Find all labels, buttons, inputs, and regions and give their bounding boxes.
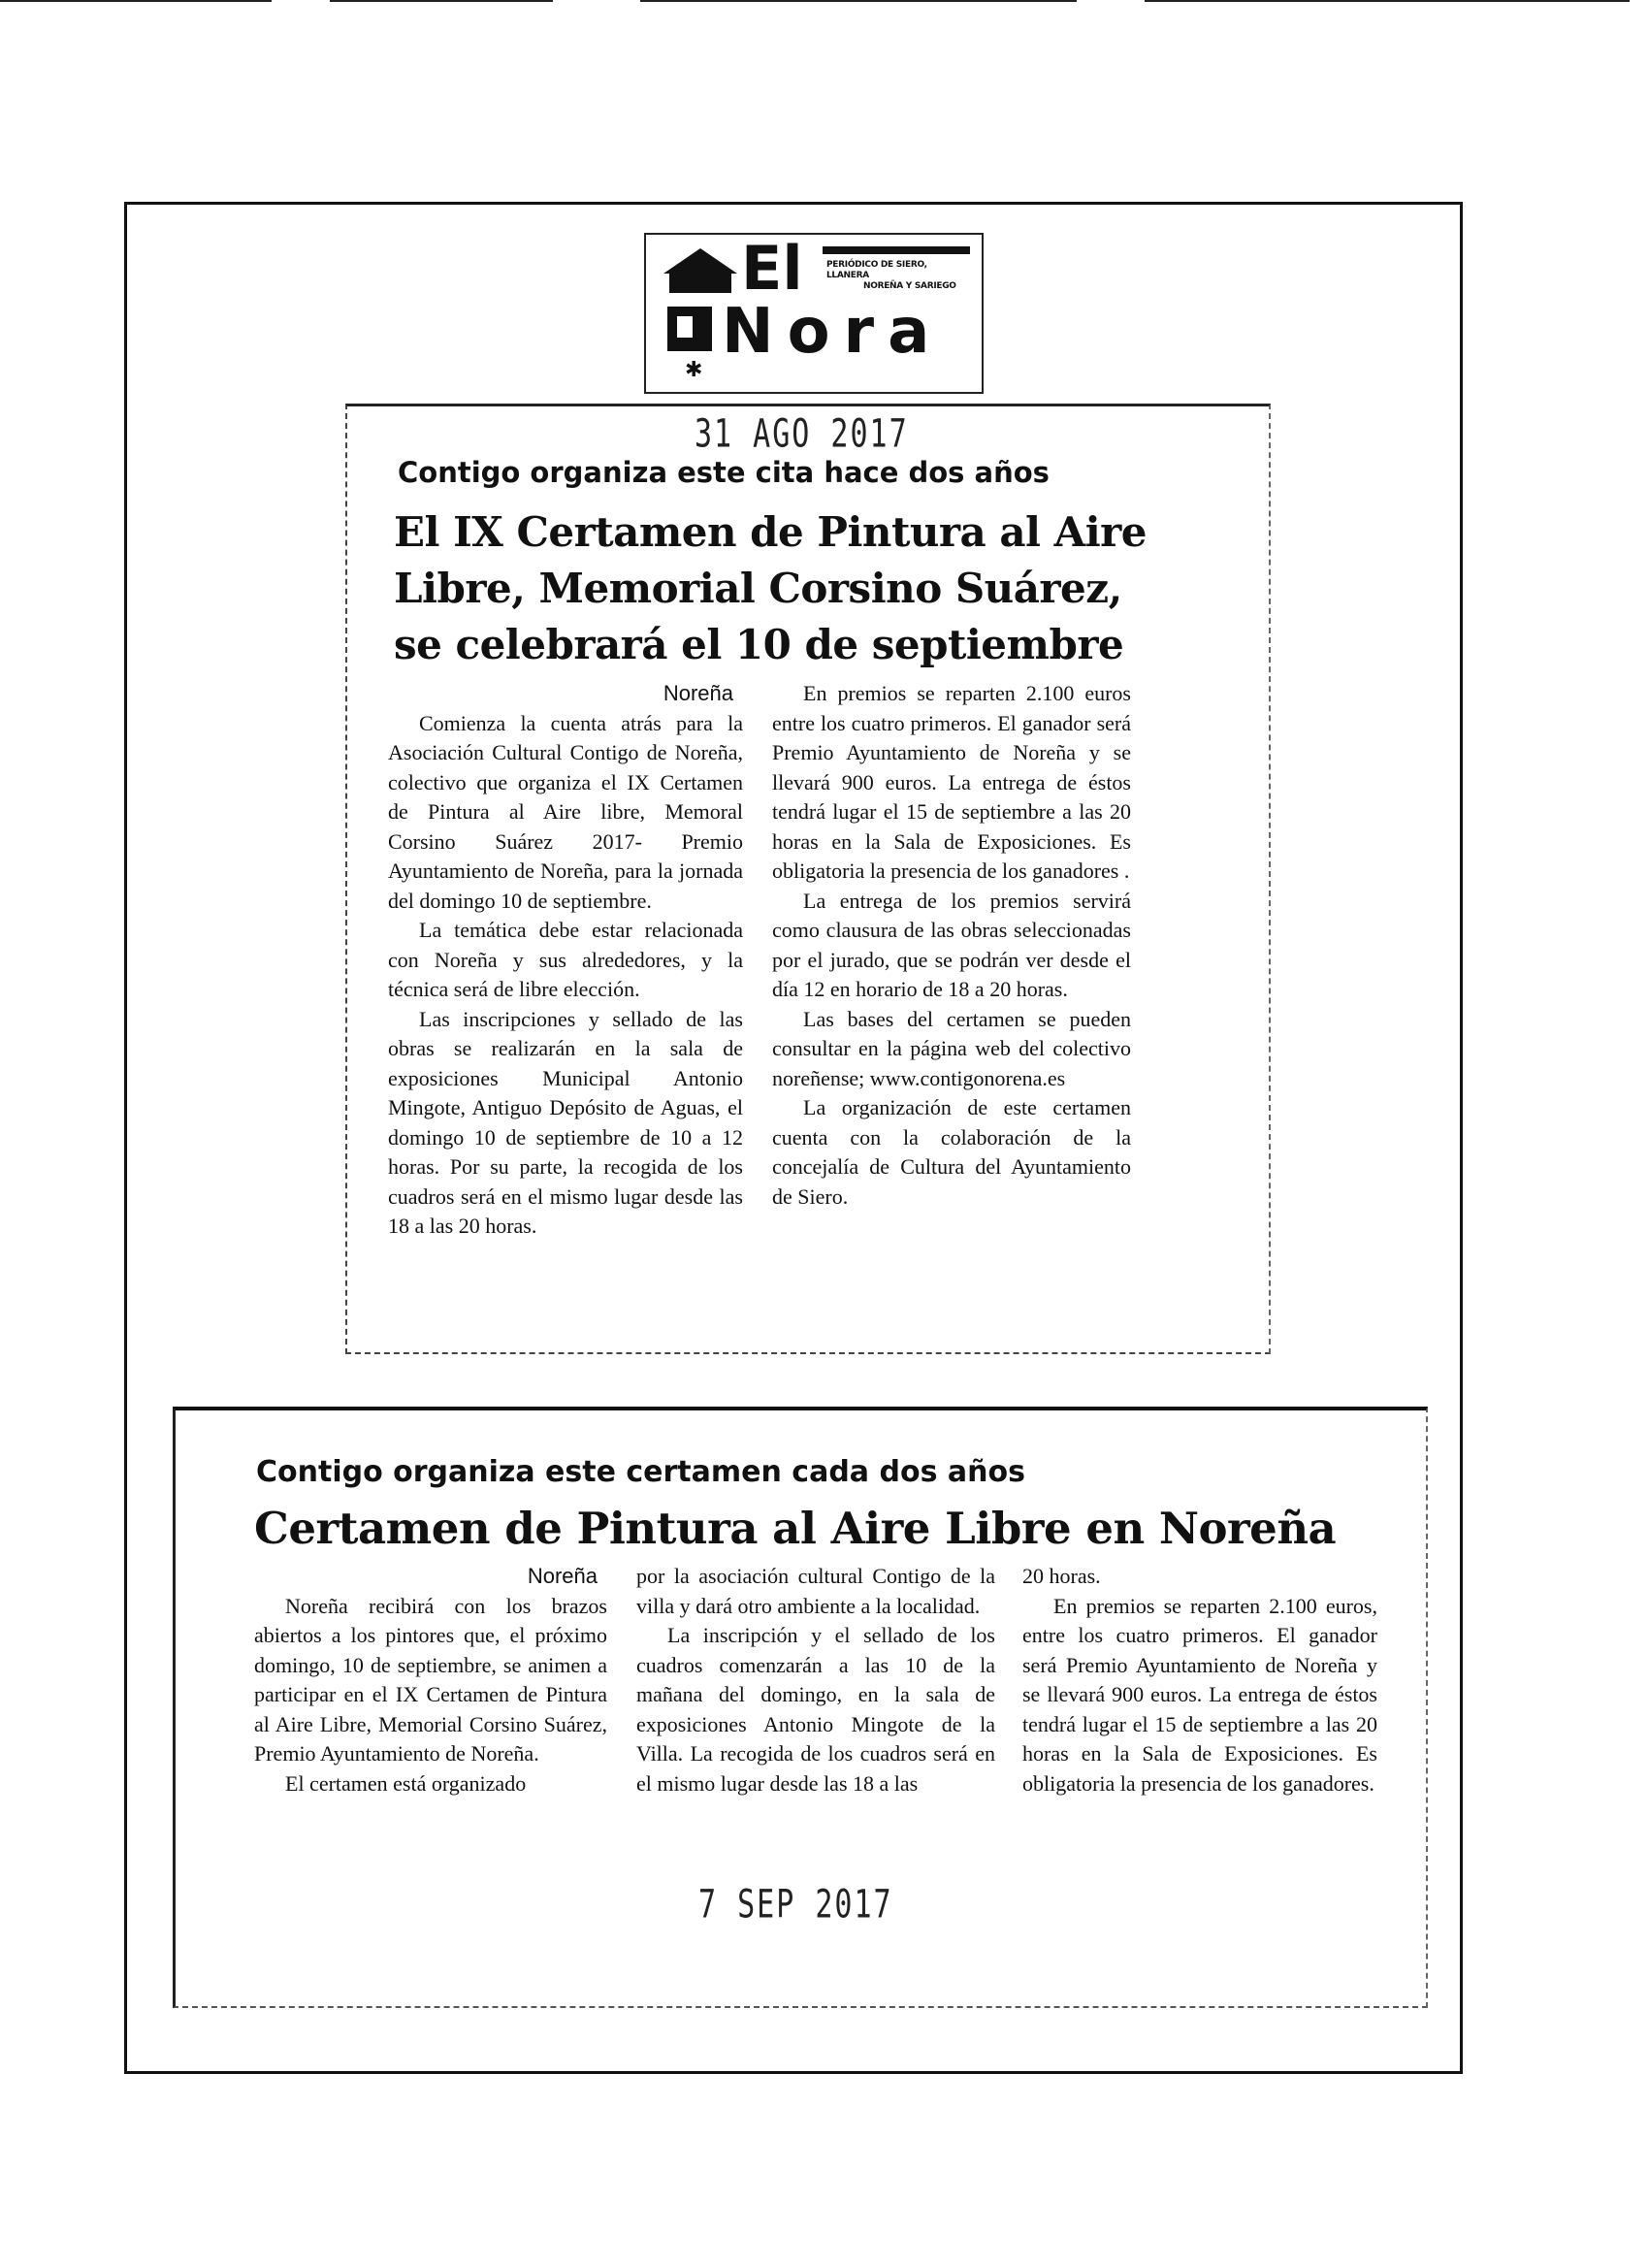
article2-paragraph: En premios se reparten 2.100 euros, entre los cuatro primeros. El ganador será Premio Ayuntamiento de Noreña y se llevará 900 euros. La entrega de éstos tendrá lugar el 15 de septiembre a las 20 horas en la Sala de Exposiciones. Es obligatoria la presencia de los ganadores.: [1022, 1593, 1377, 1796]
scan-edge: [0, 0, 1649, 4]
article1-paragraph: La temática debe estar relacionada con Noreña y sus alrededores, y la técnica será de libre elección.: [388, 918, 743, 1001]
article2-column-1: [254, 1562, 607, 1798]
date-stamp-2: 7 SEP 2017: [698, 1882, 893, 1928]
article1-paragraph: La entrega de los premios servirá como clausura de las obras seleccionadas por el jurado, que se podrán ver desde el día 12 en horario de 18 a 20 horas.: [772, 888, 1131, 1001]
article1-headline-line: se celebrará el 10 de septiembre: [394, 621, 1124, 668]
article2-column-2: [636, 1562, 995, 1798]
house-roof-icon: [663, 248, 737, 274]
masthead-nora: Nora: [722, 296, 944, 368]
article2-paragraph: La inscripción y el sellado de los cuadros comenzarán a las 10 de la mañana del domingo, en la sala de exposiciones Antonio Mingote de la Villa. La recogida de los cuadros será en el mismo lugar desde las 18 a las: [636, 1623, 995, 1796]
article2-byline: Noreña: [527, 1564, 598, 1588]
logo-square-icon: [667, 307, 712, 351]
house-icon: [669, 274, 731, 293]
article1-paragraph: Las bases del certamen se pueden consultar en la página web del colectivo noreñense; www.contigonorena.es: [772, 1006, 1131, 1090]
article1-headline-line: El IX Certamen de Pintura al Aire: [394, 508, 1148, 556]
masthead-subtitle-line1: PERIÓDICO DE SIERO, LLANERA: [826, 260, 927, 280]
masthead-el: El: [741, 233, 803, 304]
masthead-subtitle-line2: NOREÑA Y SARIEGO: [863, 281, 956, 291]
article1-paragraph: Comienza la cuenta atrás para la Asociación Cultural Contigo de Noreña, colectivo que organiza el IX Certamen de Pintura al Aire libre, Memoral Corsino Suárez 2017- Premio Ayuntamiento de Noreña, para la jornada del domingo 10 de septiembre.: [388, 710, 743, 913]
article2-paragraph: Noreña recibirá con los brazos abiertos a los pintores que, el próximo domingo, 10 de septiembre, se animen a participar en el IX Certamen de Pintura al Aire Libre, Memorial Corsino Suárez, Premio Ayuntamiento de Noreña.: [254, 1593, 607, 1766]
article1-paragraph: La organización de este certamen cuenta con la colaboración de la concejalía de Cultura del Ayuntamiento de Siero.: [772, 1095, 1131, 1209]
masthead-bar: [823, 246, 970, 254]
article2-paragraph: por la asociación cultural Contigo de la villa y dará otro ambiente a la localidad.: [636, 1564, 995, 1618]
article1-paragraph: Las inscripciones y sellado de las obras se realizarán en la sala de exposiciones Municipal Antonio Mingote, Antiguo Depósito de Aguas, el domingo 10 de septiembre de 10 a 12 horas. Por su parte, la recogida de los cuadros será en el mismo lugar desde las 18 a las 20 horas.: [388, 1006, 743, 1238]
date-stamp-1: 31 AGO 2017: [695, 411, 909, 458]
article1-byline: Noreña: [663, 681, 733, 705]
masthead-logo: [644, 233, 984, 394]
article1-column-2: [772, 679, 1131, 1212]
article2-column-3: [1022, 1562, 1377, 1798]
article2-paragraph: 20 horas.: [1022, 1564, 1101, 1588]
article1-headline-line: Libre, Memorial Corsino Suárez,: [394, 565, 1122, 612]
star-icon: ✱: [685, 357, 703, 381]
article1-column-1: [388, 679, 743, 1242]
article2-kicker: Contigo organiza este certamen cada dos años: [256, 1455, 1025, 1489]
masthead-subtitle: [826, 260, 972, 292]
article2-headline: Certamen de Pintura al Aire Libre en Noreña: [254, 1503, 1337, 1554]
article1-kicker: Contigo organiza este cita hace dos años: [398, 456, 1050, 489]
article1-paragraph: En premios se reparten 2.100 euros entre los cuatro primeros. El ganador será Premio Ayuntamiento de Noreña y se llevará 900 euros. La entrega de éstos tendrá lugar el 15 de septiembre a las 20 horas en la Sala de Exposiciones. Es obligatoria la presencia de los ganadores .: [772, 681, 1131, 883]
article2-paragraph: El certamen está organizado: [285, 1770, 527, 1796]
article1-headline: [394, 504, 1267, 673]
